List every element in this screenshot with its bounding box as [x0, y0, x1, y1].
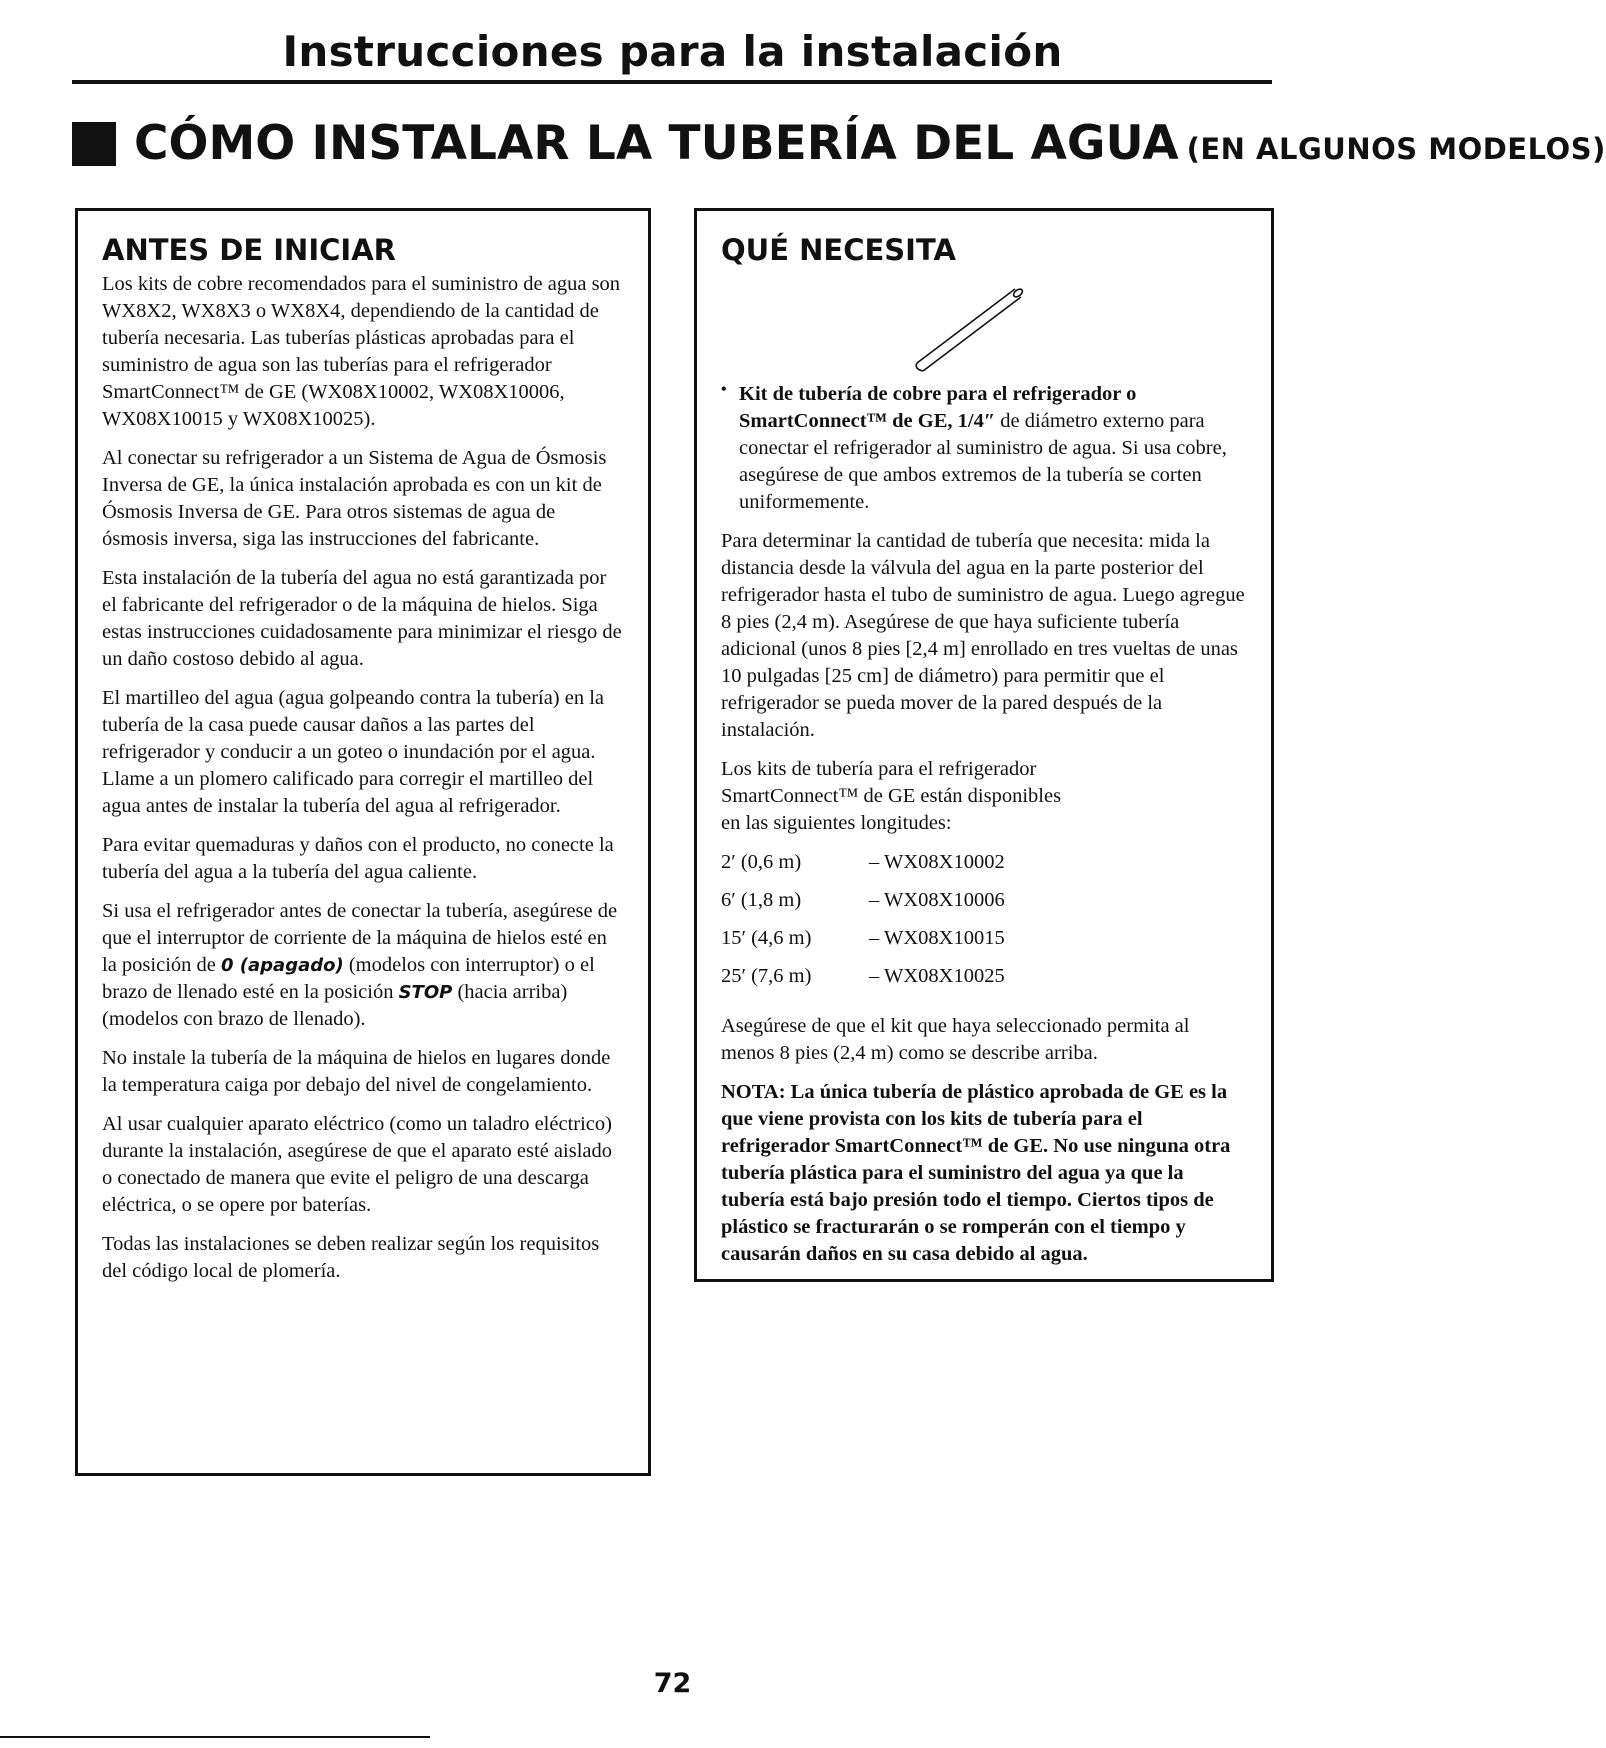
before-starting-heading: ANTES DE INICIAR — [102, 233, 396, 267]
page-header-title: Instrucciones para la instalación — [282, 27, 1063, 76]
before-starting-panel — [75, 208, 651, 1476]
electrical-safety-paragraph: Al usar cualquier aparato eléctrico (como un taladro eléctrico) durante la instalación, asegúrese de que el aparato esté aislado o conectado de manera que evite el peligro de una descarga eléctrica, o se opere por baterías. — [102, 1113, 612, 1216]
local-code-paragraph: Todas las instalaciones se deben realizar según los requisitos del código local de plomería. — [102, 1233, 600, 1282]
part-number-cell: – WX08X10002 — [869, 851, 1005, 873]
measure-tubing-paragraph: Para determinar la cantidad de tubería que necesita: mida la distancia desde la válvula del agua en la parte posterior del refrigerador hasta el tubo de suministro de agua. Luego agregue 8 pies (2,4 m). Asegúrese de que haya suficiente tubería adicional (unos 8 pies [2,4 m] enrollado en tres vueltas de unas 10 pulgadas [25 cm] de diámetro) para permitir que el refrigerador se pueda mover de la pared después de la instalación. — [721, 530, 1245, 741]
warranty-paragraph: Esta instalación de la tubería del agua no está garantizada por el fabricante del refrigerador o de la máquina de hielos. Siga estas instrucciones cuidadosamente para minimizar el riesgo de un daño costoso debido al agua. — [102, 567, 622, 670]
section-marker-badge — [72, 122, 116, 166]
section-title — [134, 116, 1606, 177]
reverse-osmosis-paragraph: Al conectar su refrigerador a un Sistema de Agua de Ósmosis Inversa de GE, la única instalación aprobada es con un kit de Ósmosis Inversa de GE. Para otros sistemas de agua de ósmosis inversa, siga las instrucciones del fabricante. — [102, 447, 607, 550]
section-title-subtitle: (EN ALGUNOS MODELOS) — [1186, 132, 1606, 166]
header-divider — [72, 80, 1272, 84]
length-cell: 15′ (4,6 m) — [721, 927, 812, 949]
tubing-lengths-table — [721, 849, 1005, 1001]
part-number-cell: – WX08X10015 — [869, 927, 1005, 949]
table-row — [721, 963, 1005, 1001]
freezing-warning-paragraph: No instale la tubería de la máquina de hielos en lugares donde la temperatura caiga por debajo del nivel de congelamiento. — [102, 1047, 611, 1096]
footer-rule — [0, 1736, 430, 1738]
part-number-cell: – WX08X10025 — [869, 965, 1005, 987]
plastic-tubing-note: NOTA: La única tubería de plástico aprobada de GE es la que viene provista con los kits de tubería para el refrigerador SmartConnect™ de GE. No use ninguna otra tubería plástica para el suministro del agua ya que la tubería está bajo presión todo el tiempo. Ciertos tipos de plástico se fracturarán o se romperán con el tiempo y causarán daños en su casa debido al agua. — [721, 1081, 1231, 1265]
hot-water-warning-paragraph: Para evitar quemaduras y daños con el producto, no conecte la tubería del agua a la tubería del agua caliente. — [102, 834, 614, 883]
length-cell: 25′ (7,6 m) — [721, 965, 812, 987]
switch-text-a: Si usa el refrigerador antes de conectar la tubería, asegúrese de que el interruptor de corriente de la máquina de hielos esté en la posición de — [102, 900, 618, 976]
length-cell: 6′ (1,8 m) — [721, 889, 802, 911]
copper-kits-paragraph: Los kits de cobre recomendados para el suministro de agua son WX8X2, WX8X3 o WX8X4, dependiendo de la cantidad de tubería necesaria. Las tuberías plásticas aprobadas para el suministro de agua son las tuberías para el refrigerador SmartConnect™ de GE (WX08X10002, WX08X10006, WX08X10015 y WX08X10025). — [102, 273, 621, 430]
page-number: 72 — [653, 1668, 692, 1699]
length-cell: 2′ (0,6 m) — [721, 851, 802, 873]
table-row — [721, 925, 1005, 963]
water-hammer-paragraph: El martilleo del agua (agua golpeando contra la tubería) en la tubería de la casa puede causar daños a las partes del refrigerador y conducir a un goteo o inundación por el agua. Llame a un plomero calificado para corregir el martilleo del agua antes de instalar la tubería del agua al refrigerador. — [102, 687, 605, 817]
table-row — [721, 887, 1005, 925]
off-position-label: 0 (apagado) — [221, 955, 344, 976]
ensure-length-paragraph: Asegúrese de que el kit que haya seleccionado permita al menos 8 pies (2,4 m) como se describe arriba. — [721, 1015, 1190, 1064]
available-kits-paragraph: Los kits de tubería para el refrigerador SmartConnect™ de GE están disponibles en las siguientes longitudes: — [721, 758, 1062, 834]
tubing-kit-description: de diámetro externo para conectar el refrigerador al suministro de agua. Si usa cobre, asegúrese de que ambos extremos de la tubería se corten uniformemente. — [739, 410, 1227, 513]
copper-tubing-illustration — [911, 277, 1031, 377]
what-you-need-panel — [694, 208, 1274, 1282]
tubing-kit-bullet — [721, 381, 1247, 516]
switch-text-b: (modelos con interruptor) o el brazo de llenado esté en la posición — [102, 954, 595, 1003]
section-title-main: CÓMO INSTALAR LA TUBERÍA DEL AGUA — [134, 116, 1179, 171]
stop-position-label: STOP — [398, 982, 453, 1003]
table-row — [721, 849, 1005, 887]
part-number-cell: – WX08X10006 — [869, 889, 1005, 911]
tubing-kit-name: Kit de tubería de cobre para el refrigerador o SmartConnect™ de GE, 1/4″ — [739, 383, 1137, 432]
bullet-dot: • — [721, 381, 727, 398]
switch-text-c: (hacia arriba) (modelos con brazo de llenado). — [102, 981, 568, 1030]
ice-maker-switch-paragraph — [102, 898, 622, 1033]
what-you-need-heading: QUÉ NECESITA — [721, 233, 956, 267]
